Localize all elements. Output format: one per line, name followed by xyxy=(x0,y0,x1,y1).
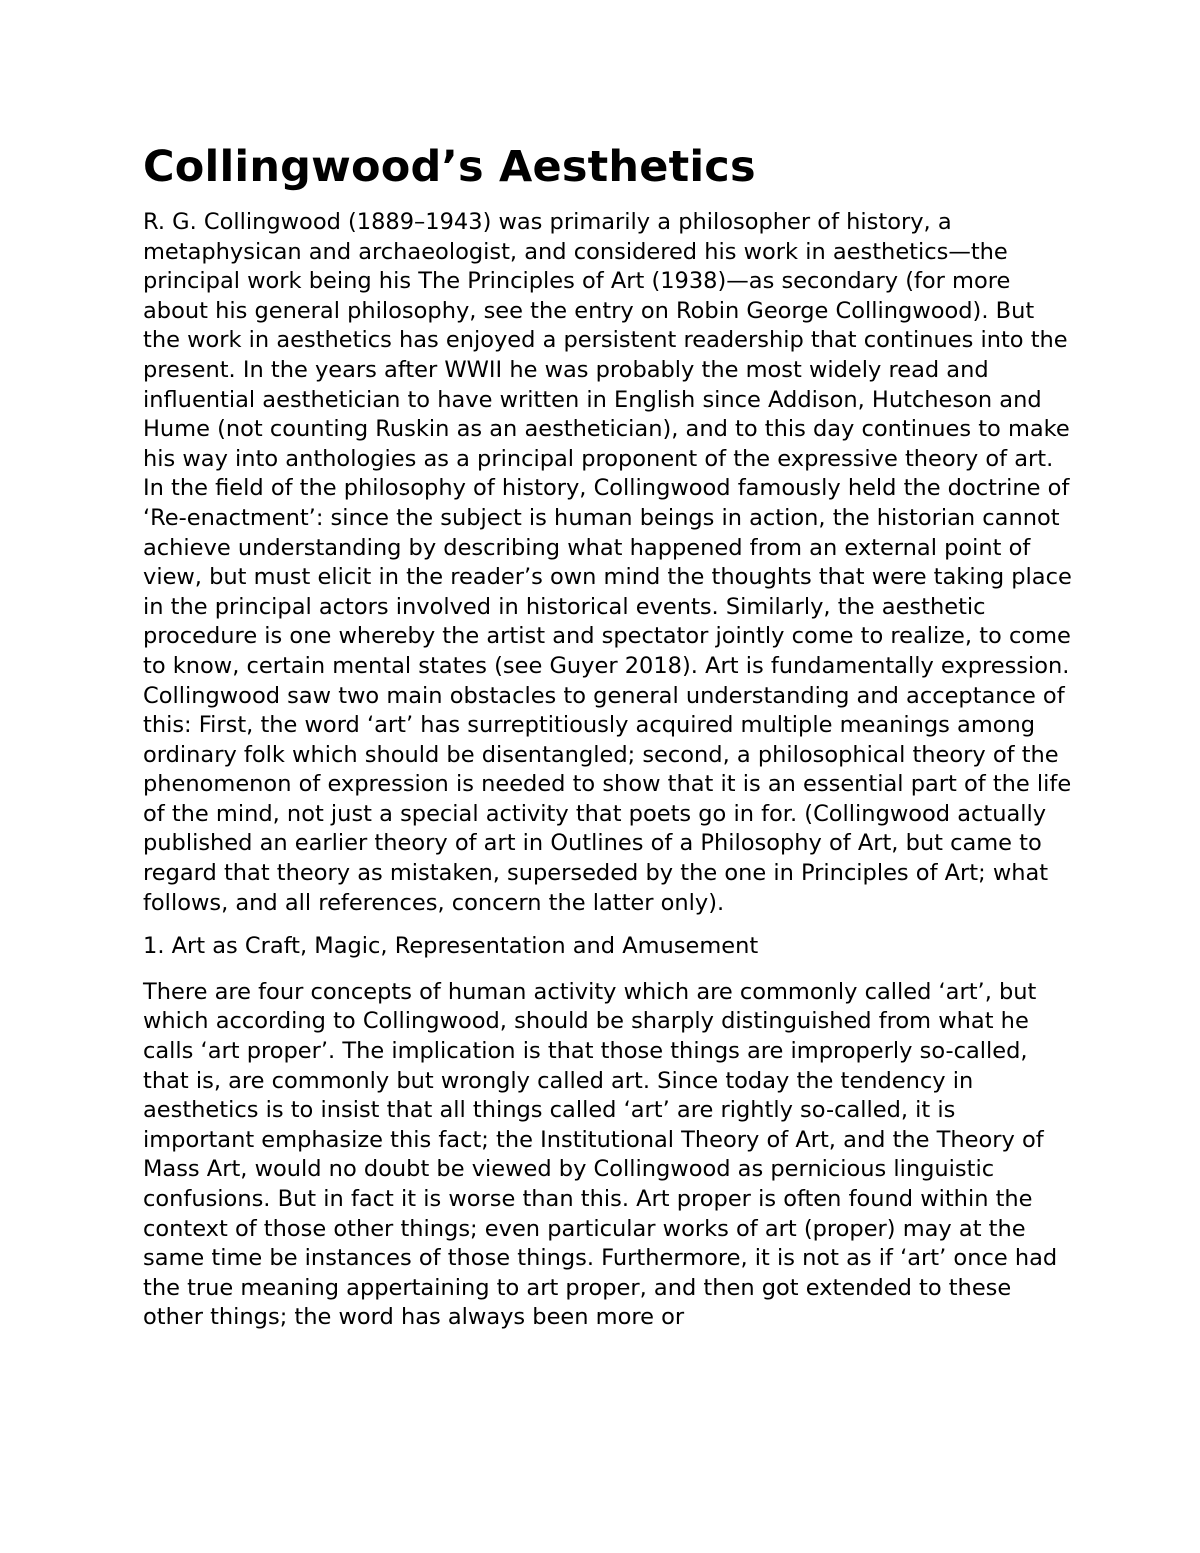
paragraph-spacer xyxy=(143,918,1073,932)
document-title: Collingwood’s Aesthetics xyxy=(143,142,756,192)
section-heading: 1. Art as Craft, Magic, Representation and Amusement xyxy=(143,933,759,960)
paragraph-spacer xyxy=(143,962,1073,978)
intro-paragraph: R. G. Collingwood (1889–1943) was primarily a philosopher of history, a metaphysican and archaeologist, and considered his work in aesthetics—the principal work being his The Principles of Art (1938)—as secondary (for more about his general philosophy, see the entry on Robin George Collingwood). But the work in aesthetics has enjoyed a persistent readership that continues into the present. In the years after WWII he was probably the most widely read and influential aesthetician to have written in English since Addison, Hutcheson and Hume (not counting Ruskin as an aesthetician), and to this day continues to make his way into anthologies as a principal proponent of the expressive theory of art. In the field of the philosophy of history, Collingwood famously held the doctrine of ‘Re-enactment’: since the subject is human beings in action, the historian cannot achieve understanding by describing what happened from an external point of view, but must elicit in the reader’s own mind the thoughts that were taking place in the principal actors involved in historical events. Similarly, the aesthetic procedure is one whereby the artist and spectator jointly come to realize, to come to know, certain mental states (see Guyer 2018). Art is fundamentally expression. Collingwood saw two main obstacles to general understanding and acceptance of this: First, the word ‘art’ has surreptitiously acquired multiple meanings among ordinary folk which should be disentangled; second, a philosophical theory of the phenomenon of expression is needed to show that it is an essential part of the life of the mind, not just a special activity that poets go in for. (Collingwood actually published an earlier theory of art in Outlines of a Philosophy of Art, but came to regard that theory as mistaken, superseded by the one in Principles of Art; what follows, and all references, concern the latter only). xyxy=(143,209,1072,916)
document-content xyxy=(143,140,1073,1333)
section-paragraph: There are four concepts of human activity which are commonly called ‘art’, but which according to Collingwood, should be sharply distinguished from what he calls ‘art proper’. The implication is that those things are improperly so-called, that is, are commonly but wrongly called art. Since today the tendency in aesthetics is to insist that all things called ‘art’ are rightly so-called, it is important emphasize this fact; the Institutional Theory of Art, and the Theory of Mass Art, would no doubt be viewed by Collingwood as pernicious linguistic confusions. But in fact it is worse than this. Art proper is often found within the context of those other things; even particular works of art (proper) may at the same time be instances of those things. Furthermore, it is not as if ‘art’ once had the true meaning appertaining to art proper, and then got extended to these other things; the word has always been more or xyxy=(143,978,1058,1331)
